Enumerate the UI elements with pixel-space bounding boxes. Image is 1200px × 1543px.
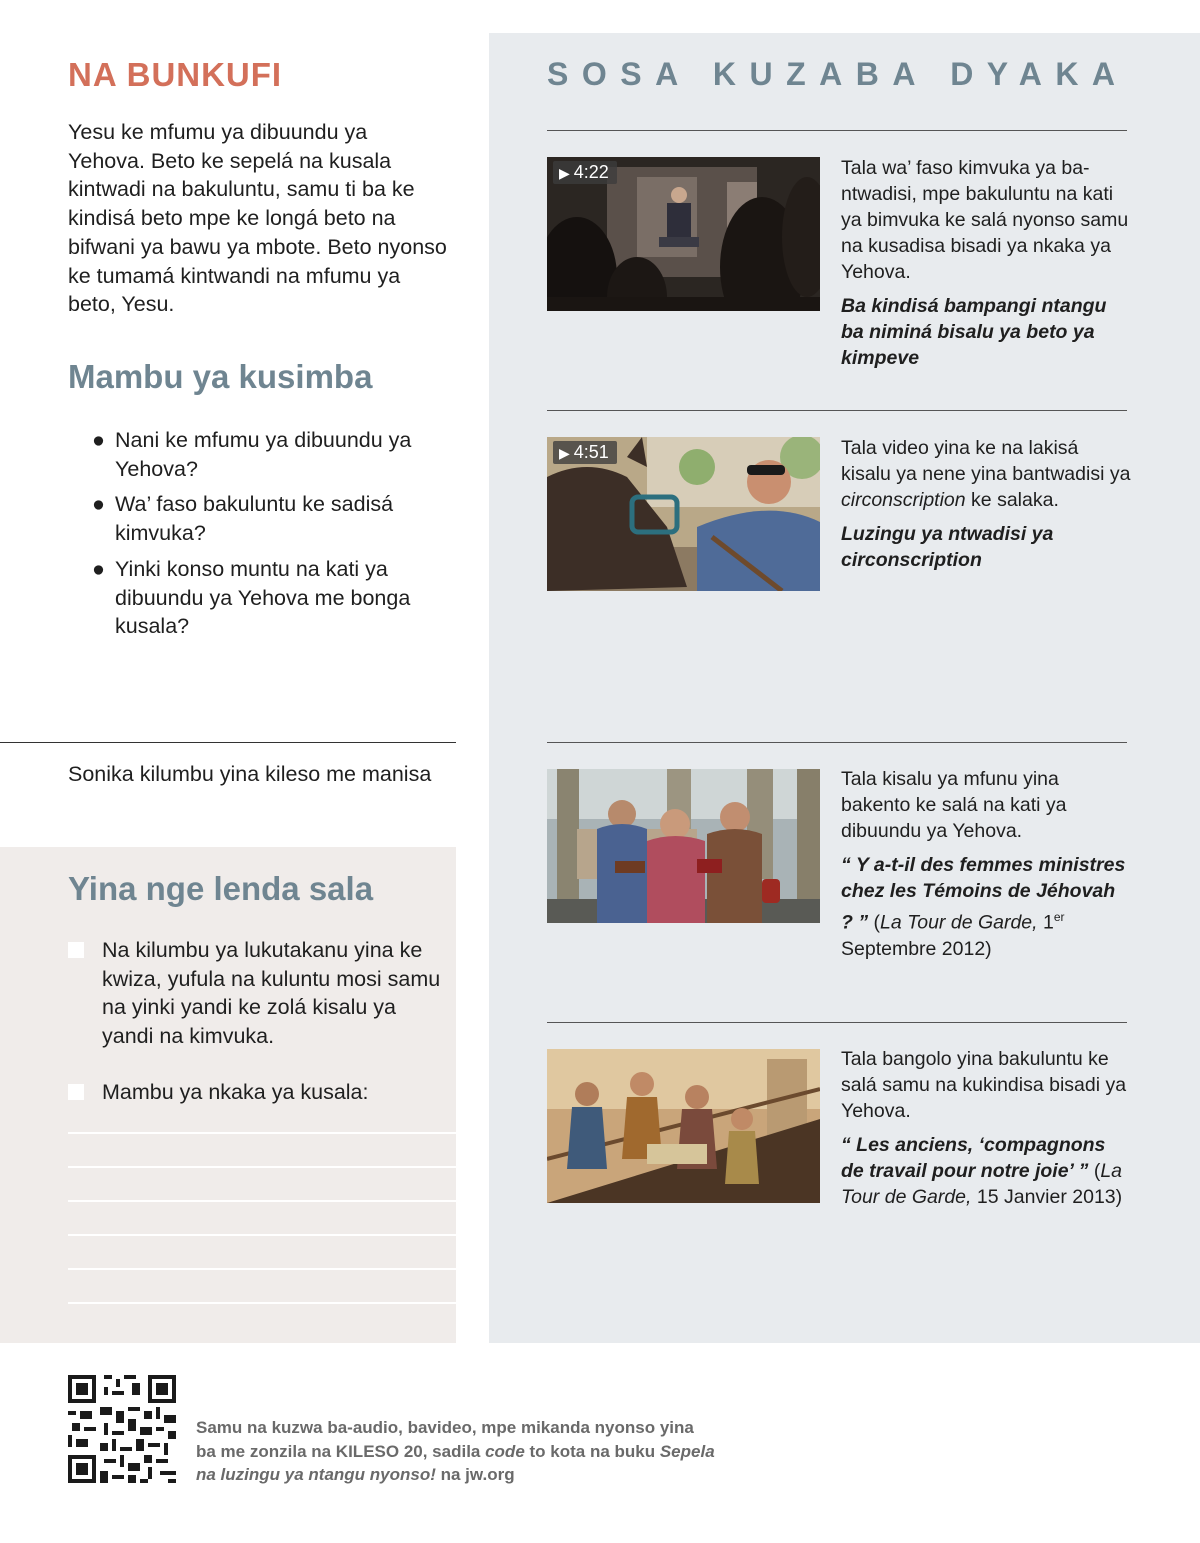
video-thumbnail[interactable] bbox=[547, 157, 820, 311]
bullet-icon: ● bbox=[92, 556, 105, 581]
explore-heading: SOSA KUZABA DYAKA bbox=[547, 56, 1129, 92]
review-question: ● Nani ke mfumu ya dibuundu ya Yehova? bbox=[92, 428, 412, 481]
item-link[interactable]: Ba kindisá bampangi ntangu ba niminá bisalu ya beto ya kimpeve bbox=[841, 295, 1107, 369]
item-description: Tala video yina ke na lakisá kisalu ya nene yina bantwadisi ya circonscription ke salaka. bbox=[841, 437, 1131, 511]
write-line[interactable] bbox=[68, 1200, 456, 1202]
bullet-icon: ● bbox=[92, 428, 105, 452]
bullet-icon: ● bbox=[92, 492, 105, 517]
write-line[interactable] bbox=[68, 1302, 456, 1304]
write-line[interactable] bbox=[68, 1166, 456, 1168]
video-duration: ▶ 4:51 bbox=[553, 441, 617, 464]
article-image[interactable] bbox=[547, 1049, 820, 1203]
review-question: ● Wa’ faso bakuluntu ke sadisá kimvuka? bbox=[92, 492, 394, 546]
explore-item-text bbox=[841, 1046, 1131, 1210]
explore-item-text bbox=[841, 435, 1131, 573]
try-heading: Yina nge lenda sala bbox=[68, 870, 374, 907]
checkbox[interactable] bbox=[68, 1084, 84, 1100]
explore-item-text bbox=[841, 766, 1131, 962]
section-divider bbox=[0, 742, 456, 743]
qr-code-graphic bbox=[68, 1375, 176, 1483]
item-description: Tala wa’ faso kimvuka ya ba-ntwadisi, mpe bakuluntu na kati ya bimvuka ke salá nyonso samu na kusadisa bisadi ya nkaka ya Yehova. bbox=[841, 157, 1129, 283]
item-description: Tala bangolo yina bakuluntu ke salá samu na kukindisa bisadi ya Yehova. bbox=[841, 1048, 1127, 1122]
try-item: Na kilumbu ya lukutakanu yina ke kwiza, yufula na kuluntu mosi samu na yinki yandi ke zolá kisalu ya yandi na kimvuka. bbox=[68, 936, 448, 1051]
review-heading: Mambu ya kusimba bbox=[68, 358, 373, 395]
item-link[interactable]: “ Y a-t-il des femmes ministres chez les Témoins de Jéhovah ? ” (La Tour de Garde, 1er Septembre 2012) bbox=[841, 854, 1126, 960]
article-image[interactable] bbox=[547, 769, 820, 923]
item-description: Tala kisalu ya mfunu yina bakento ke salá na kati ya dibuundu ya Yehova. bbox=[841, 768, 1067, 842]
section-divider bbox=[547, 742, 1127, 743]
checkbox[interactable] bbox=[68, 942, 84, 958]
try-item: Mambu ya nkaka ya kusala: bbox=[68, 1078, 448, 1107]
play-icon: ▶ bbox=[559, 445, 570, 461]
summary-heading: NA BUNKUFI bbox=[68, 56, 283, 93]
completion-date-note: Sonika kilumbu yina kileso me manisa bbox=[68, 762, 432, 786]
write-line[interactable] bbox=[68, 1268, 456, 1270]
elders-working-painting-image bbox=[547, 1049, 820, 1203]
review-question: ● Yinki konso muntu na kati ya dibuundu ya Yehova me bonga kusala? bbox=[92, 556, 411, 639]
section-divider bbox=[547, 1022, 1127, 1023]
item-link[interactable]: Luzingu ya ntwadisi ya circonscription bbox=[841, 523, 1054, 571]
three-women-reading-image bbox=[547, 769, 820, 923]
item-link[interactable]: “ Les anciens, ‘compagnons de travail pour notre joie’ ” (La Tour de Garde, 15 Janvier 2013) bbox=[841, 1134, 1123, 1208]
section-divider bbox=[547, 410, 1127, 411]
video-thumbnail[interactable] bbox=[547, 437, 820, 591]
qr-code-icon[interactable] bbox=[68, 1375, 176, 1483]
video-duration: ▶ 4:22 bbox=[553, 161, 617, 184]
section-divider bbox=[547, 130, 1127, 131]
write-line[interactable] bbox=[68, 1234, 456, 1236]
footer-note: Samu na kuzwa ba-audio, bavideo, mpe mikanda nyonso yina ba me zonzila na KILESO 20, sadila code to kota na buku Sepela na luzingu ya ntangu nyonso! na jw.org bbox=[196, 1418, 715, 1484]
summary-paragraph: Yesu ke mfumu ya dibuundu ya Yehova. Beto ke sepelá na kusala kintwadi na bakuluntu, samu ti ba ke kindisá beto mpe ke longá beto na bifwani ya bawu ya mbote. Beto nyonso ke tumamá kintwandi na mfumu ya beto, Yesu. bbox=[68, 120, 447, 317]
write-line[interactable] bbox=[68, 1132, 456, 1134]
review-questions bbox=[92, 426, 442, 648]
explore-item-text bbox=[841, 155, 1131, 371]
play-icon: ▶ bbox=[559, 165, 570, 181]
